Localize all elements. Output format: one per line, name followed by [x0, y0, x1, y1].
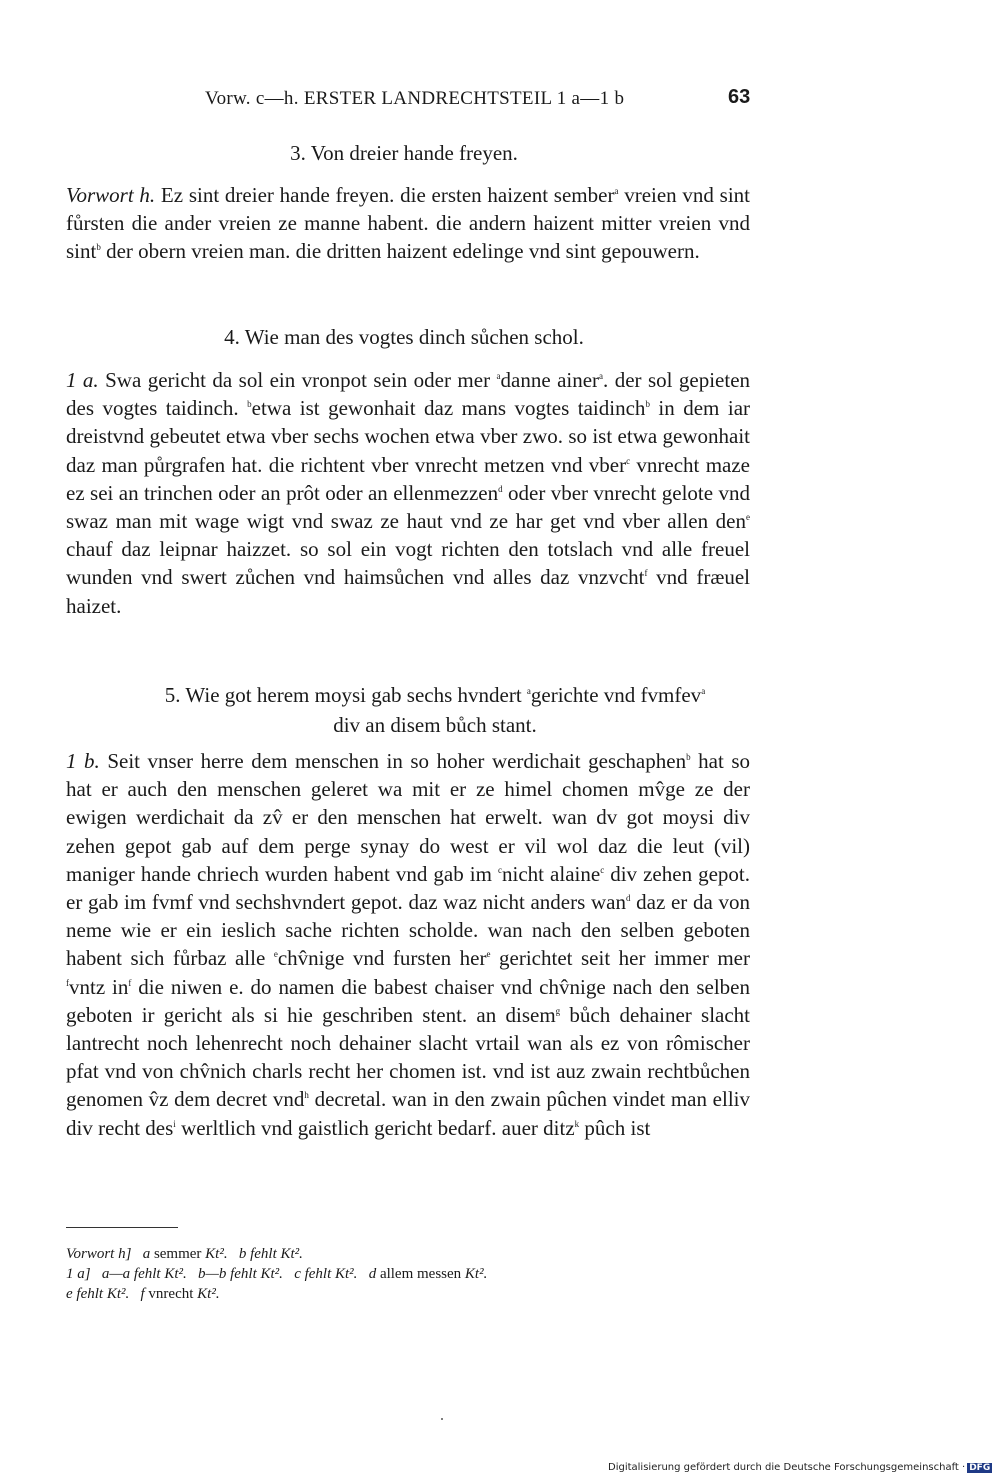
- text-run: danne ainer: [500, 368, 600, 392]
- footnote-marker: f: [128, 977, 132, 988]
- paragraph-1a: [66, 366, 750, 620]
- footnote-marker: b: [645, 399, 650, 410]
- section-heading-3: 3. Von dreier hande freyen.: [290, 141, 518, 165]
- heading-run: gerichte vnd fvmfev: [530, 683, 702, 707]
- text-run: Swa gericht da sol ein vronpot sein oder mer: [98, 368, 497, 392]
- footnote-marker: c: [626, 455, 631, 466]
- digitization-credit: [608, 1462, 1000, 1473]
- footnote-marker: a: [496, 371, 501, 381]
- footnote-text: b—b fehlt Kt².: [198, 1266, 283, 1282]
- text-run: chv̂nige vnd fursten her: [277, 946, 487, 971]
- text-run: vntz in: [69, 974, 129, 999]
- text-run: etwa ist gewonhait daz mans vogtes taidinch: [251, 396, 646, 421]
- footnote-source: Kt².: [464, 1266, 488, 1282]
- footnote-marker: e: [746, 512, 750, 523]
- footnote-text: b fehlt Kt².: [238, 1246, 303, 1262]
- footnote-divider: [66, 1227, 178, 1228]
- footnote-text: a—a fehlt Kt².: [101, 1266, 187, 1282]
- page-speck: [441, 1418, 443, 1420]
- footnote-marker: a: [614, 186, 619, 196]
- heading-run: div an disem bůch stant.: [333, 713, 537, 737]
- footnote-source: Kt².: [197, 1286, 220, 1302]
- text-run: daz er da von neme wie er ein ieslich sache richten scholde. wan nach den selben geboten habent sich fůrbaz alle: [66, 890, 750, 971]
- footnote-marker: d: [498, 483, 503, 494]
- footnote-source: Kt².: [205, 1246, 228, 1262]
- footnote-text: c fehlt Kt².: [294, 1266, 358, 1282]
- footnote-marker: a: [599, 371, 604, 381]
- section-heading-4: 4. Wie man des vogtes dinch sůchen schol.: [224, 325, 584, 349]
- text-run: hat so hat er auch den menschen geleret wa mit er ze himel chomen mv̂ge ze der ewigen werdichait da zv̂ er den menschen hat erwelt. wan dv got moysi div zehen gepot gab auf dem perge synay do west er vil wol daz die leut (vil) maniger hande chriech wurden habent vnd gab im: [66, 749, 750, 886]
- footnote-letter: d: [368, 1266, 377, 1282]
- text-run: pûch ist: [579, 1115, 651, 1140]
- section-heading-5: [100, 676, 770, 740]
- text-run: decretal. wan in den zwain pûchen vindet man elliv div recht des: [66, 1087, 750, 1140]
- footnote-marker: f: [644, 568, 648, 579]
- dfg-logo: DFG: [969, 1463, 991, 1473]
- footnote-letter: a: [142, 1246, 151, 1262]
- footnote-line-vorwort: [66, 1244, 303, 1264]
- paragraph-label: Vorwort h.: [66, 183, 156, 207]
- heading-run: 5. Wie got herem moysi gab sechs hvndert: [164, 683, 527, 707]
- footnote-line-1a: [66, 1264, 487, 1284]
- text-run: die niwen e. do namen die babest chaiser vnd chv̂nige nach den selben geboten ir gericht als si hie geschriben stent. an disem: [66, 974, 750, 1027]
- footnote-label: 1 a]: [66, 1266, 91, 1282]
- footnote-marker: c: [600, 864, 605, 875]
- footnote-marker: g: [555, 1005, 561, 1016]
- paragraph-vorwort-h: [66, 181, 750, 266]
- text-run: gerichtet seit her immer mer: [490, 946, 750, 971]
- text-run: Ez sint dreier hande freyen. die ersten haizent sember: [155, 183, 615, 207]
- footnote-letter: f: [140, 1286, 145, 1302]
- footnote-marker: e: [486, 949, 491, 960]
- paragraph-label: 1 b.: [66, 749, 100, 773]
- footnote-marker: e: [273, 949, 278, 960]
- text-run: oder vber vnrecht gelote vnd swaz man mit wage wigt vnd swaz ze haut vnd ze har get vnd vber allen den: [66, 480, 750, 534]
- footnote-label: Vorwort h]: [66, 1246, 132, 1262]
- footnote-line-1a-cont: [66, 1284, 220, 1304]
- footnote-marker: b: [247, 399, 252, 410]
- text-run: der obern vreien man. die dritten haizent edelinge vnd sint gepouwern.: [100, 239, 700, 264]
- footnote-marker: i: [173, 1118, 176, 1129]
- footnote-marker: c: [498, 864, 503, 875]
- text-run: vnd fræuel haizet.: [66, 565, 750, 618]
- footnote-marker: f: [66, 977, 69, 988]
- footnote-marker: b: [686, 752, 691, 762]
- paragraph-1b: [66, 747, 750, 1142]
- running-header: Vorw. c—h. ERSTER LANDRECHTSTEIL 1 a—1 b: [205, 88, 625, 109]
- page-number: 63: [728, 86, 751, 108]
- text-run: vnrecht maze ez sei an trinchen oder an prôt oder an ellenmezzen: [66, 452, 750, 505]
- text-run: werltlich vnd gaistlich gericht bedarf. auer ditz: [175, 1115, 575, 1140]
- footnote-text: vnrecht: [144, 1286, 198, 1302]
- text-run: nicht alaine: [502, 861, 601, 886]
- footnote-text: allem messen: [376, 1266, 465, 1282]
- footnote-text: e fehlt Kt².: [66, 1286, 130, 1302]
- footnote-marker: h: [304, 1090, 309, 1101]
- footnote-text: semmer: [150, 1246, 206, 1262]
- footnote-marker: a: [701, 686, 706, 696]
- text-run: Seit vnser herre dem menschen in so hoher werdichait geschaphen: [99, 749, 687, 773]
- footnote-marker: a: [526, 686, 531, 696]
- text-run: vreien vnd sint fůrsten die ander vreien ze manne habent. die andern haizent mitter vreien vnd sint: [66, 183, 751, 264]
- text-run: bůch dehainer slacht lantrecht noch lehenrecht noch dehainer slacht vrtail wan als ez von rômischer pfat vnd von chv̂nich charls recht her chomen ist. vnd ist auz zwain rechtbůchen genomen v̂z dem decret vnd: [66, 1002, 751, 1112]
- footnote-marker: b: [96, 242, 101, 253]
- credit-text: Digitalisierung gefördert durch die Deutsche Forschungsgemeinschaft ·: [608, 1462, 966, 1473]
- footnote-marker: k: [574, 1118, 580, 1129]
- text-run: chauf daz leipnar haizzet. so sol ein vogt richten den totslach vnd alle freuel wunden vnd swert zůchen vnd haimsůchen vnd alles daz vnzvcht: [66, 537, 750, 590]
- text-run: div zehen gepot. er gab im fvmf vnd sechshvndert gepot. daz waz nicht anders wan: [66, 861, 751, 915]
- paragraph-label: 1 a.: [66, 368, 99, 392]
- text-run: . der sol gepieten des vogtes taidinch.: [66, 368, 751, 421]
- text-run: in dem iar dreistvnd gebeutet etwa vber sechs wochen etwa vber zwo. so ist etwa gewonhait daz man půrgrafen hat. die richtent vber vnrecht metzen vnd vber: [66, 396, 751, 477]
- footnote-marker: d: [625, 893, 631, 904]
